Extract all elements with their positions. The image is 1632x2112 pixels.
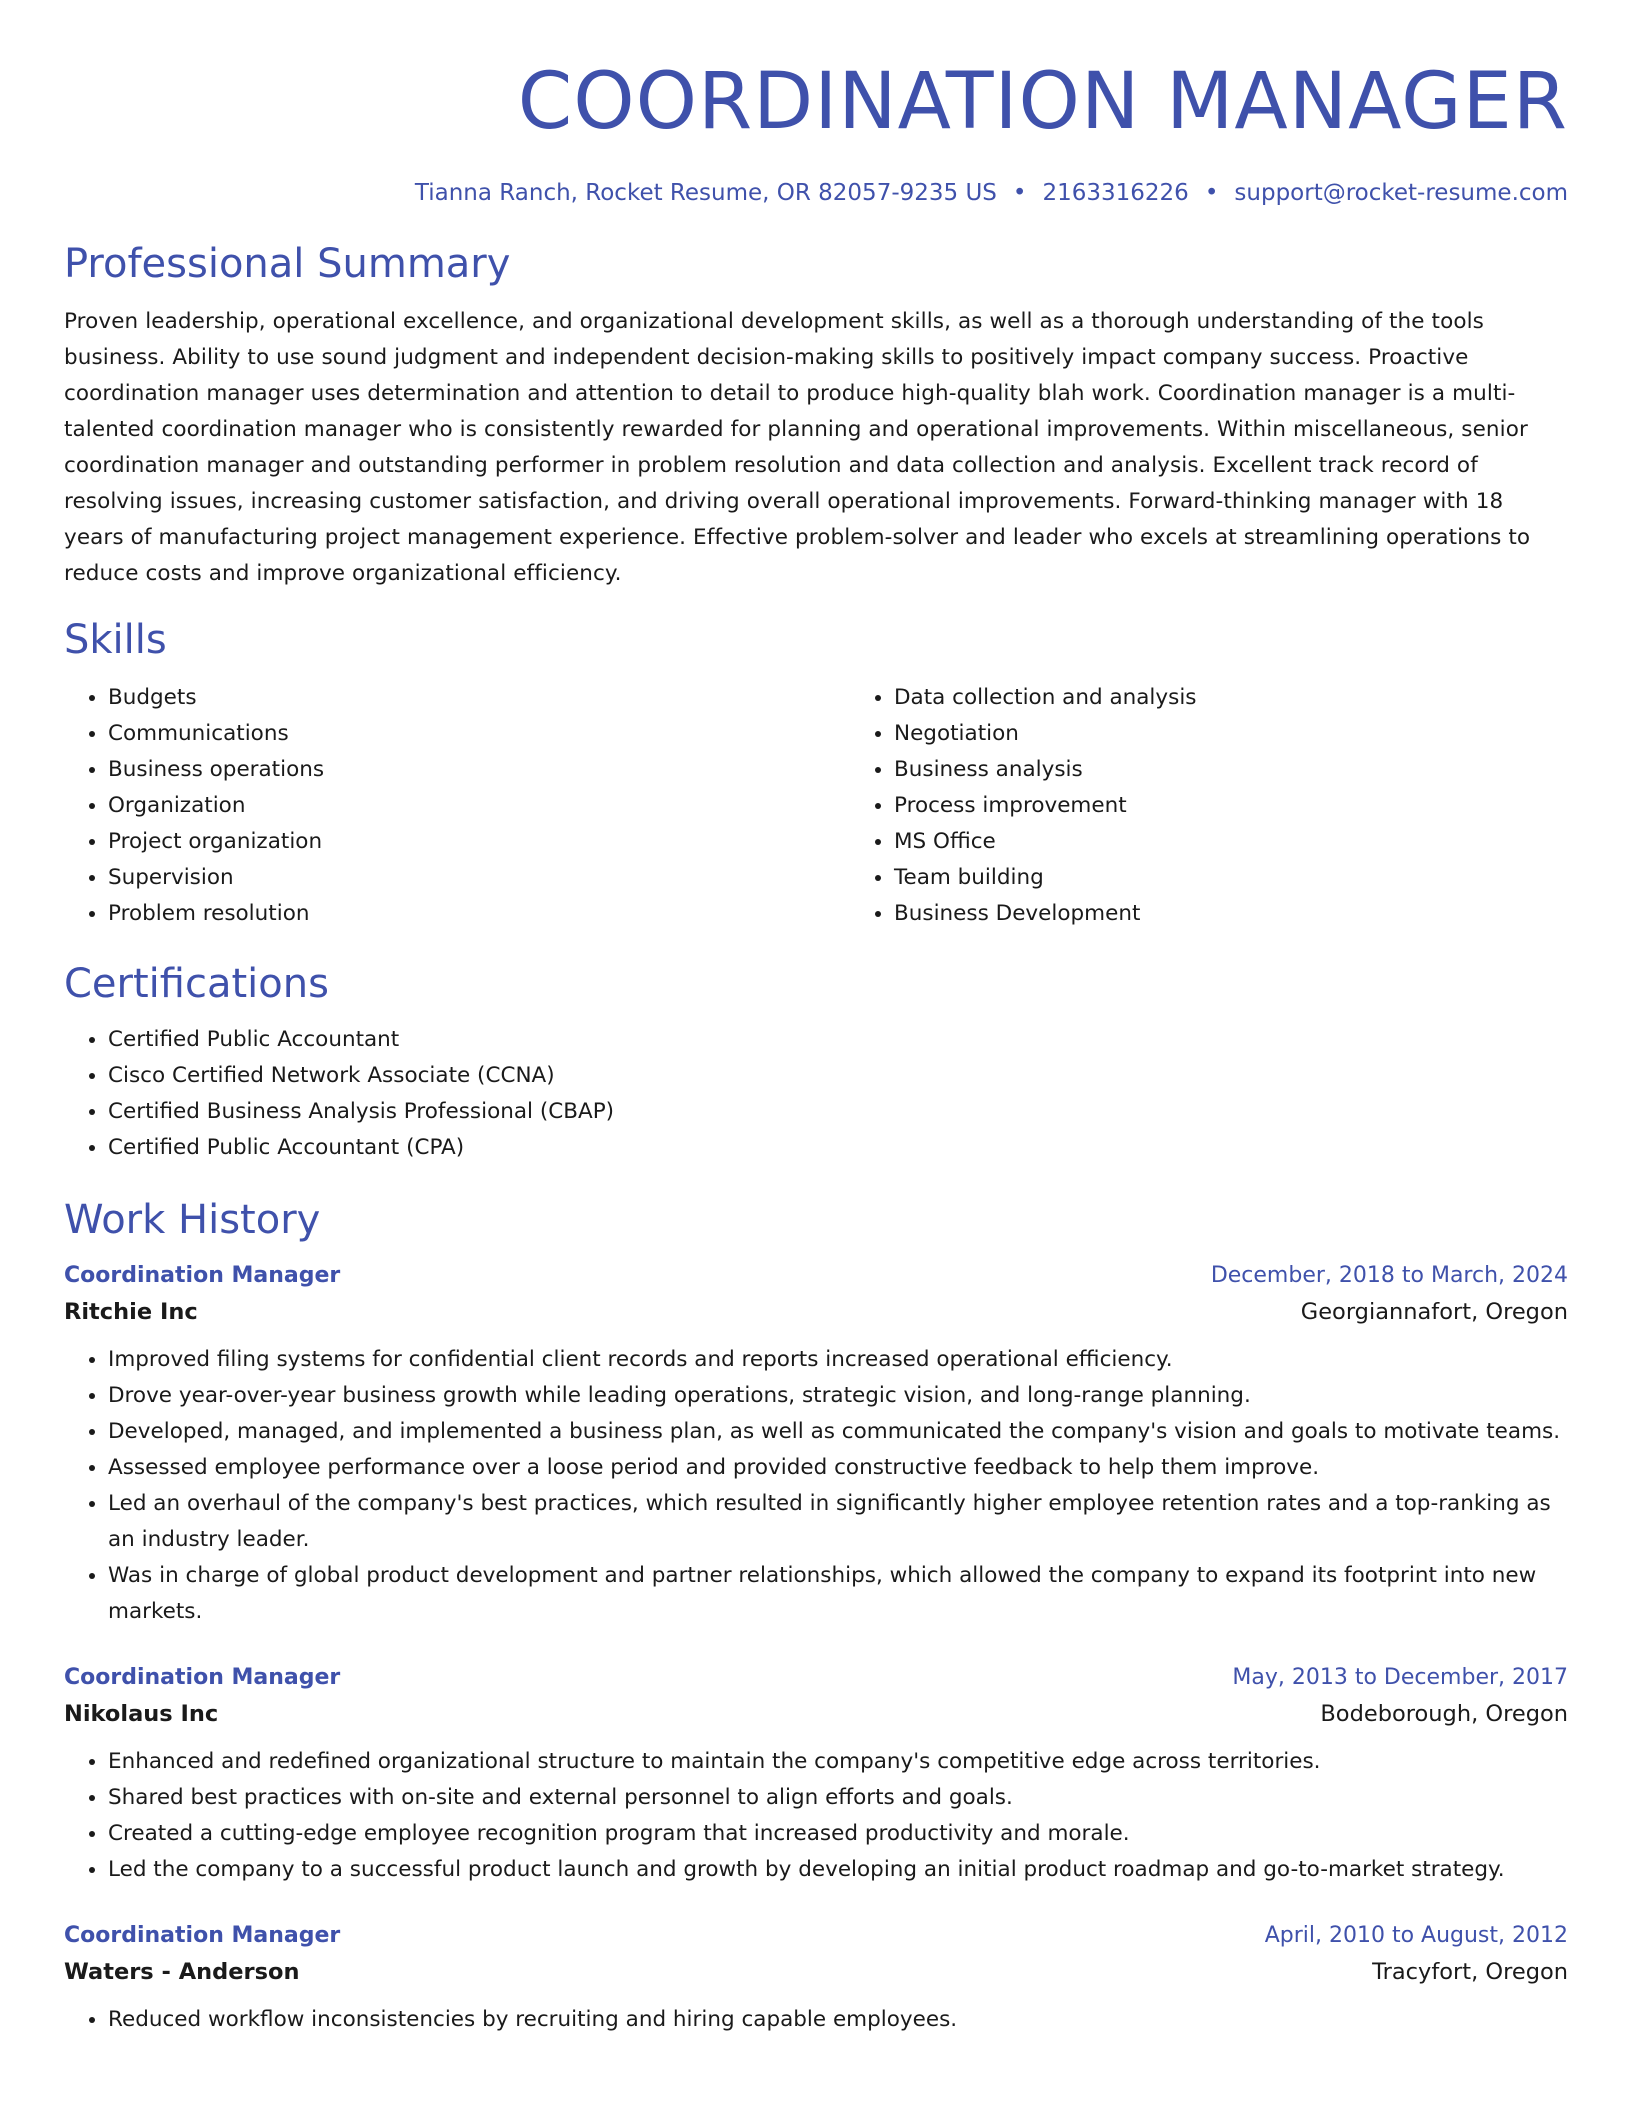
job-bullet: • Drove year-over-year business growth while leading operations, strategic vision, and long-range planning. [108,1378,1568,1414]
skill-item: • Process improvement [894,788,1632,824]
job-dates: December, 2018 to March, 2024 [1210,1263,1568,1288]
job-bullet: • Led the company to a successful product launch and growth by developing an initial product roadmap and go-to-market strategy. [108,1852,1568,1888]
job-header-row [64,1662,1568,1694]
job-dates: April, 2010 to August, 2012 [1264,1923,1568,1948]
job-title: Coordination Manager [64,1665,341,1690]
resume-header [64,52,1568,208]
job-entry [64,1920,1568,2038]
skill-item: • Organization [108,788,850,824]
job-company-row [64,1694,1568,1734]
skill-item: • MS Office [894,824,1632,860]
job-location: Bodeborough, Oregon [1320,1701,1568,1727]
job-title: Coordination Manager [64,1263,341,1288]
job-bullet: • Improved filing systems for confidential client records and reports increased operational efficiency. [108,1342,1568,1378]
skill-item: • Supervision [108,860,850,896]
job-location: Tracyfort, Oregon [1372,1959,1568,1985]
job-bullet: • Was in charge of global product development and partner relationships, which allowed the company to expand its footprint into new markets. [108,1558,1568,1630]
job-bullets [64,2002,1568,2038]
skills-columns [64,680,1568,932]
skill-item: • Budgets [108,680,850,716]
skill-item: • Business Development [894,896,1632,932]
job-bullet: • Reduced workflow inconsistencies by recruiting and hiring capable employees. [108,2002,1568,2038]
contact-line [64,178,1568,208]
skill-item: • Project organization [108,824,850,860]
job-header-row [64,1260,1568,1292]
certification-item: • Certified Public Accountant [108,1022,1568,1058]
job-company: Waters - Anderson [64,1959,300,1985]
certifications-list [64,1022,1568,1166]
contact-phone: 2163316226 [1042,180,1189,206]
job-bullet: • Shared best practices with on-site and external personnel to align efforts and goals. [108,1780,1568,1816]
job-company: Nikolaus Inc [64,1701,219,1727]
skill-item: • Team building [894,860,1632,896]
job-bullet: • Created a cutting-edge employee recognition program that increased productivity and morale. [108,1816,1568,1852]
skill-item: • Business operations [108,752,850,788]
job-company-row [64,1292,1568,1332]
resume-name: COORDINATION MANAGER [517,57,1568,147]
section-title-certifications: Certifications [64,961,329,1007]
section-title-skills: Skills [64,617,167,663]
skill-item: • Problem resolution [108,896,850,932]
skills-list-left [64,680,850,932]
summary-text: Proven leadership, operational excellence, and organizational development skills, as well as a thorough understanding of the tools business. Ability to use sound judgment and independent decision-making skills to positively impact company success. Proactive coordination manager uses determination and attention to detail to produce high-quality blah work. Coordination manager is a multi-talented coordination manager who is consistently rewarded for planning and operational improvements. Within miscellaneous, senior coordination manager and outstanding performer in problem resolution and data collection and analysis. Excellent track record of resolving issues, increasing customer satisfaction, and driving overall operational improvements. Forward-thinking manager with 18 years of manufacturing project management experience. Effective problem-solver and leader who excels at streamlining operations to reduce costs and improve organizational efficiency. [64,309,1531,586]
job-company: Ritchie Inc [64,1299,198,1325]
job-entry [64,1260,1568,1630]
certification-item: • Cisco Certified Network Associate (CCNA) [108,1058,1568,1094]
job-company-row [64,1952,1568,1992]
job-title: Coordination Manager [64,1923,341,1948]
contact-email: support@rocket-resume.com [1234,180,1568,206]
job-entry [64,1662,1568,1888]
section-title-work-history: Work History [64,1197,321,1243]
skills-list-right [850,680,1632,932]
contact-separator: • [1204,180,1219,206]
job-bullet: • Developed, managed, and implemented a business plan, as well as communicated the company's vision and goals to motivate teams. [108,1414,1568,1450]
contact-separator: • [1012,180,1027,206]
job-bullet: • Assessed employee performance over a loose period and provided constructive feedback to help them improve. [108,1450,1568,1486]
job-location: Georgiannafort, Oregon [1300,1299,1568,1325]
job-dates: May, 2013 to December, 2017 [1232,1665,1568,1690]
skill-item: • Business analysis [894,752,1632,788]
job-bullets [64,1342,1568,1630]
skill-item: • Communications [108,716,850,752]
job-bullet: • Led an overhaul of the company's best practices, which resulted in significantly higher employee retention rates and a top-ranking as an industry leader. [108,1486,1568,1558]
certification-item: • Certified Business Analysis Professional (CBAP) [108,1094,1568,1130]
certification-item: • Certified Public Accountant (CPA) [108,1130,1568,1166]
job-bullets [64,1744,1568,1888]
skill-item: • Negotiation [894,716,1632,752]
contact-address: Tianna Ranch, Rocket Resume, OR 82057-9235 US [414,180,997,206]
skill-item: • Data collection and analysis [894,680,1632,716]
job-bullet: • Enhanced and redefined organizational structure to maintain the company's competitive edge across territories. [108,1744,1568,1780]
job-header-row [64,1920,1568,1952]
section-title-summary: Professional Summary [64,241,511,287]
